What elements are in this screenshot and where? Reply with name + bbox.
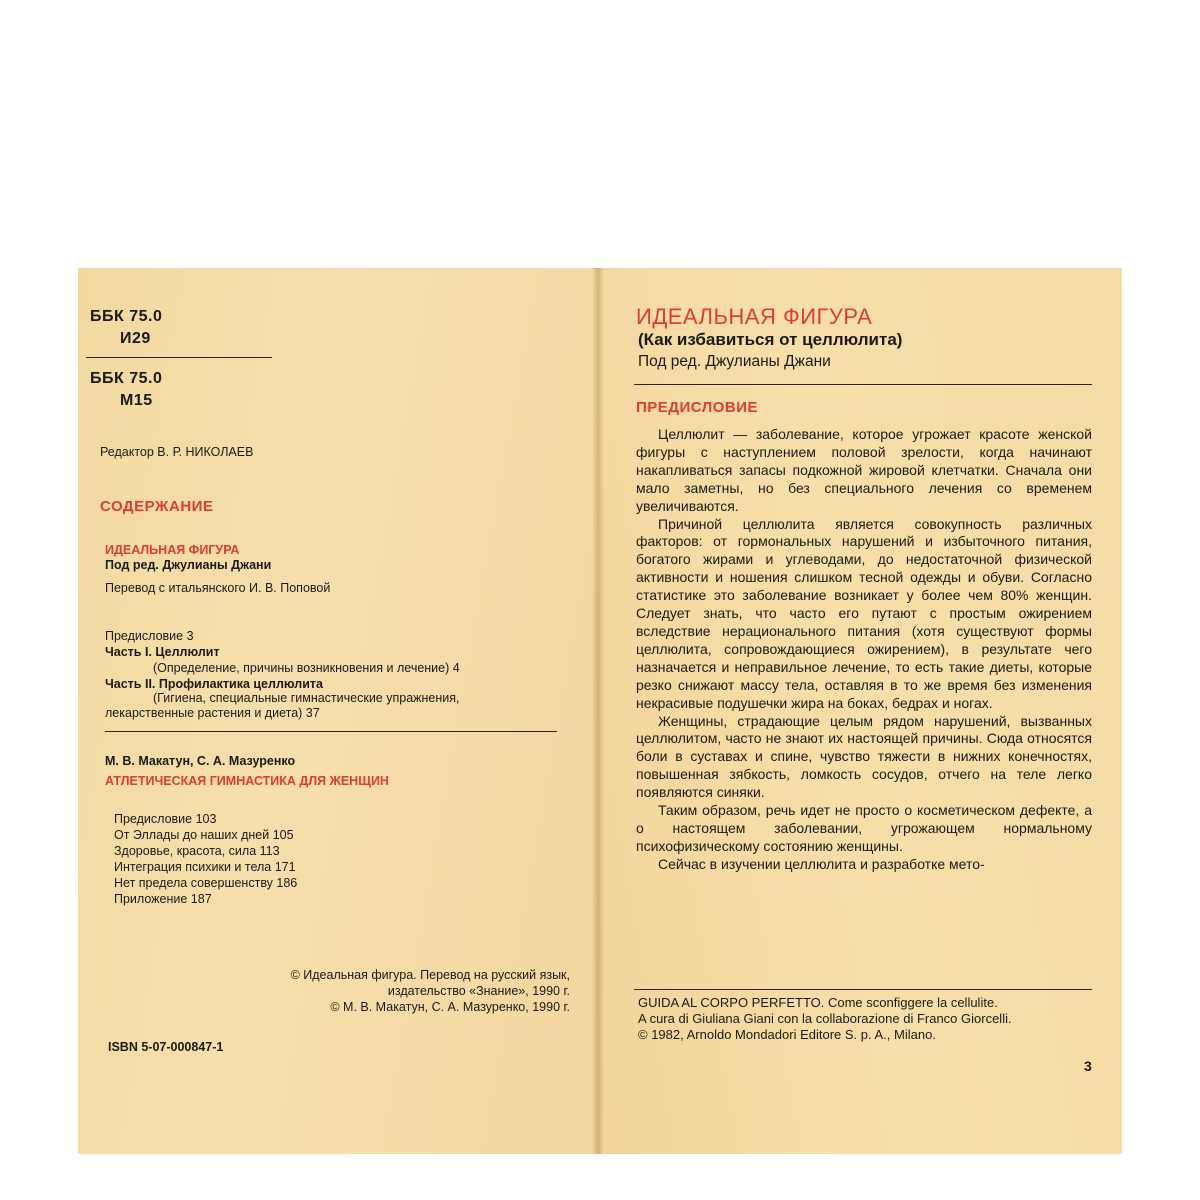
book-title: ИДЕАЛЬНАЯ ФИГУРА bbox=[636, 304, 873, 329]
book1-translator: Перевод с итальянского И. В. Поповой bbox=[105, 581, 331, 595]
copyright-line: © М. В. Макатун, С. А. Мазуренко, 1990 г. bbox=[330, 1000, 570, 1014]
right-page bbox=[598, 268, 1122, 1154]
book1-title: ИДЕАЛЬНАЯ ФИГУРА bbox=[105, 543, 240, 557]
book-subtitle: (Как избавиться от целлюлита) bbox=[638, 330, 903, 349]
toc-item: (Гигиена, специальные гимнастические упражнения, bbox=[153, 691, 460, 705]
copyright-line: © Идеальная фигура. Перевод на русский язык, bbox=[290, 968, 570, 982]
book2-authors: М. В. Макатун, С. А. Мазуренко bbox=[105, 754, 296, 768]
original-edition-line: A cura di Giuliana Giani con la collaborazione di Franco Giorcelli. bbox=[638, 1011, 1012, 1026]
section-heading: ПРЕДИСЛОВИЕ bbox=[636, 399, 759, 416]
paragraph: Сейчас в изучении целлюлита и разработке мето- bbox=[658, 855, 985, 872]
book-editor: Под ред. Джулианы Джани bbox=[638, 353, 831, 370]
index-code-2: М15 bbox=[120, 392, 153, 409]
left-page bbox=[78, 268, 598, 1154]
toc-item: Приложение 187 bbox=[114, 892, 212, 906]
isbn: ISBN 5-07-000847-1 bbox=[108, 1040, 224, 1054]
paragraph: Целлюлит — заболевание, которое угрожает красоте женской фигуры с наступлением половой зрелости, когда начинают накапливаться запасы подкожной жировой клетчатки. Сначала они мало заметны, но без специального лечения со временем увеличиваются. bbox=[636, 426, 1092, 514]
toc-item: Интеграция психики и тела 171 bbox=[114, 860, 296, 874]
original-edition-line: © 1982, Arnoldo Mondadori Editore S. p. A., Milano. bbox=[638, 1027, 936, 1042]
toc-item: Предисловие 103 bbox=[114, 812, 217, 826]
toc-item: (Определение, причины возникновения и лечение) 4 bbox=[153, 661, 460, 675]
original-edition-line: GUIDA AL CORPO PERFETTO. Come sconfiggere la cellulite. bbox=[638, 995, 998, 1010]
paragraph: Женщины, страдающие целым рядом нарушений, вызванных целлюлитом, часто не знают их настоящей причины. Сюда относятся боли в суставах и спине, чувство тяжести в нижних конечностях, повышенная зябкость, ломкость сосудов, отчего на теле легко появляются синяки. bbox=[636, 712, 1092, 801]
editor-credit: Редактор В. Р. НИКОЛАЕВ bbox=[100, 445, 254, 459]
book2-title: АТЛЕТИЧЕСКАЯ ГИМНАСТИКА ДЛЯ ЖЕНЩИН bbox=[105, 774, 389, 788]
divider bbox=[634, 384, 1092, 385]
divider bbox=[634, 989, 1092, 990]
toc-item: Здоровье, красота, сила 113 bbox=[114, 844, 280, 858]
paragraph: Таким образом, речь идет не просто о косметическом дефекте, а о настоящем заболевании, угрожающем нормальному психофизическому состоянию женщины. bbox=[636, 802, 1092, 854]
divider bbox=[105, 731, 557, 732]
toc-item: лекарственные растения и диета) 37 bbox=[105, 706, 320, 720]
toc-item: Часть II. Профилактика целлюлита bbox=[105, 677, 323, 691]
index-code-1: И29 bbox=[120, 330, 151, 347]
book-spine bbox=[592, 268, 604, 1154]
paragraph: Причиной целлюлита является совокупность различных факторов: от гормональных нарушений и избыточного питания, богатого жирами и углеводами, до недостаточной физической активности и ношения слишком тесной одежды и обуви. Согласно статистике это заболевание возникает у более чем 80% женщин. Следует знать, что часто его путают с простым ожирением вследствие нерационального питания (хотя существуют формы целлюлита, сопровождающиеся ожирением), в результате чего назначается и неправильное лечение, то есть такие диеты, которые резко снижают массу тела, оставляя в то же время без изменения некрасивые подушечки жира на боках, бедрах и ногах. bbox=[636, 515, 1092, 711]
toc-item: Предисловие 3 bbox=[105, 629, 194, 643]
book1-editor: Под ред. Джулианы Джани bbox=[105, 558, 272, 572]
toc-item: Нет предела совершенству 186 bbox=[114, 876, 298, 890]
toc-item: От Эллады до наших дней 105 bbox=[114, 828, 294, 842]
preface-text bbox=[636, 426, 1092, 874]
bbk-code-1: ББК 75.0 bbox=[90, 308, 163, 325]
divider bbox=[86, 357, 272, 358]
copyright-line: издательство «Знание», 1990 г. bbox=[387, 984, 570, 998]
page-number: 3 bbox=[1084, 1058, 1092, 1074]
toc-item: Часть I. Целлюлит bbox=[105, 645, 220, 659]
bbk-code-2: ББК 75.0 bbox=[90, 370, 163, 387]
contents-heading: СОДЕРЖАНИЕ bbox=[100, 498, 214, 515]
